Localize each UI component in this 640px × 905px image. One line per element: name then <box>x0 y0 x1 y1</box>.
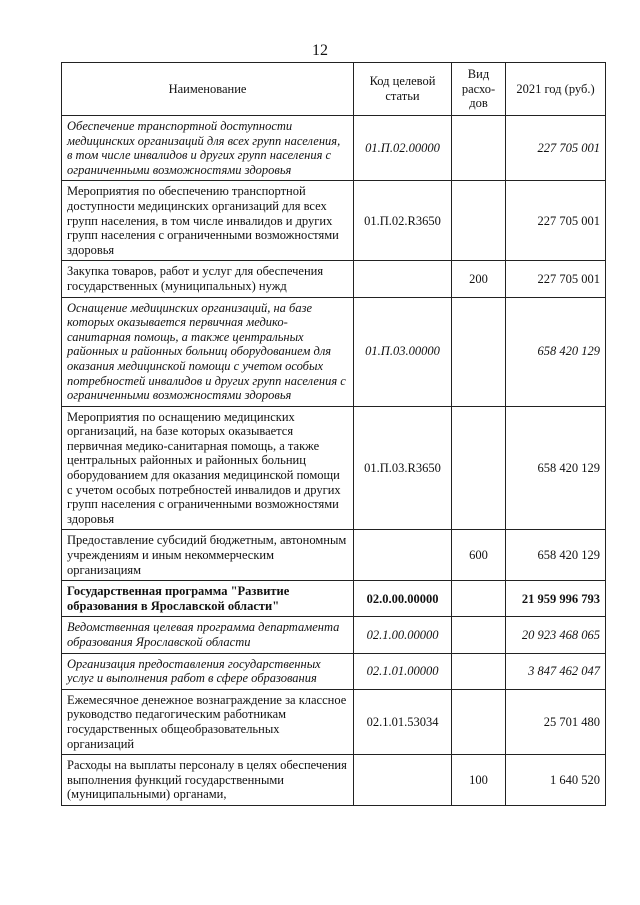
header-code: Код целевой статьи <box>354 63 452 116</box>
cell-type <box>452 581 506 617</box>
cell-code: 01.П.02.00000 <box>354 116 452 181</box>
cell-amount: 227 705 001 <box>506 181 606 261</box>
cell-type <box>452 116 506 181</box>
table-row <box>62 297 606 406</box>
cell-type: 100 <box>452 755 506 806</box>
cell-code: 02.1.00.00000 <box>354 617 452 653</box>
cell-code: 02.1.01.00000 <box>354 653 452 689</box>
cell-type <box>452 297 506 406</box>
table-row <box>62 653 606 689</box>
cell-amount: 227 705 001 <box>506 261 606 297</box>
cell-type <box>452 181 506 261</box>
cell-name: Обеспечение транспортной доступности медицинских организаций для всех групп населения, в том числе инвалидов и других групп населения с ограниченными возможностями здоровья <box>62 116 354 181</box>
cell-code <box>354 755 452 806</box>
cell-name: Ежемесячное денежное вознаграждение за классное руководство педагогическим работникам государственных общеобразовательных организаций <box>62 689 354 754</box>
table-row <box>62 755 606 806</box>
header-type: Вид расхо-дов <box>452 63 506 116</box>
table-row <box>62 617 606 653</box>
table-row <box>62 530 606 581</box>
cell-code: 01.П.03.00000 <box>354 297 452 406</box>
cell-type: 200 <box>452 261 506 297</box>
cell-amount: 3 847 462 047 <box>506 653 606 689</box>
cell-code <box>354 530 452 581</box>
cell-amount: 1 640 520 <box>506 755 606 806</box>
cell-name: Расходы на выплаты персоналу в целях обеспечения выполнения функций государственными (муниципальными) органами, <box>62 755 354 806</box>
cell-name: Оснащение медицинских организаций, на базе которых оказывается первичная медико-санитарная помощь, а также центральных районных и районных больниц оборудованием для оказания медицинской помощи с учетом особых потребностей инвалидов и других групп населения с ограниченными возможностями здоровья <box>62 297 354 406</box>
cell-amount: 21 959 996 793 <box>506 581 606 617</box>
cell-code: 02.0.00.00000 <box>354 581 452 617</box>
table-row <box>62 581 606 617</box>
cell-name: Предоставление субсидий бюджетным, автономным учреждениям и иным некоммерческим организациям <box>62 530 354 581</box>
cell-name: Мероприятия по обеспечению транспортной доступности медицинских организаций для всех групп населения, в том числе инвалидов и других групп населения с ограниченными возможностями здоровья <box>62 181 354 261</box>
cell-amount: 227 705 001 <box>506 116 606 181</box>
cell-name: Закупка товаров, работ и услуг для обеспечения государственных (муниципальных) нужд <box>62 261 354 297</box>
table-row <box>62 181 606 261</box>
cell-amount: 25 701 480 <box>506 689 606 754</box>
cell-amount: 658 420 129 <box>506 297 606 406</box>
cell-amount: 20 923 468 065 <box>506 617 606 653</box>
cell-type: 600 <box>452 530 506 581</box>
table-row <box>62 116 606 181</box>
cell-code: 01.П.02.R3650 <box>354 181 452 261</box>
table-header-row <box>62 63 606 116</box>
cell-code <box>354 261 452 297</box>
cell-name: Ведомственная целевая программа департамента образования Ярославской области <box>62 617 354 653</box>
table-body <box>62 116 606 806</box>
header-name: Наименование <box>62 63 354 116</box>
cell-amount: 658 420 129 <box>506 530 606 581</box>
cell-name: Организация предоставления государственных услуг и выполнения работ в сфере образования <box>62 653 354 689</box>
budget-table <box>61 62 606 806</box>
cell-code: 02.1.01.53034 <box>354 689 452 754</box>
table-row <box>62 689 606 754</box>
cell-name: Государственная программа "Развитие образования в Ярославской области" <box>62 581 354 617</box>
cell-type <box>452 653 506 689</box>
cell-type <box>452 617 506 653</box>
cell-code: 01.П.03.R3650 <box>354 406 452 530</box>
table-row <box>62 406 606 530</box>
table-row <box>62 261 606 297</box>
cell-type <box>452 689 506 754</box>
cell-amount: 658 420 129 <box>506 406 606 530</box>
page-number: 12 <box>312 42 328 59</box>
cell-name: Мероприятия по оснащению медицинских организаций, на базе которых оказывается первичная медико-санитарная помощь, а также центральных районных и районных больниц оборудованием для оказания медицинской помощи с учетом особых потребностей инвалидов и других групп населения с ограниченными возможностями здоровья <box>62 406 354 530</box>
header-amount: 2021 год (руб.) <box>506 63 606 116</box>
cell-type <box>452 406 506 530</box>
